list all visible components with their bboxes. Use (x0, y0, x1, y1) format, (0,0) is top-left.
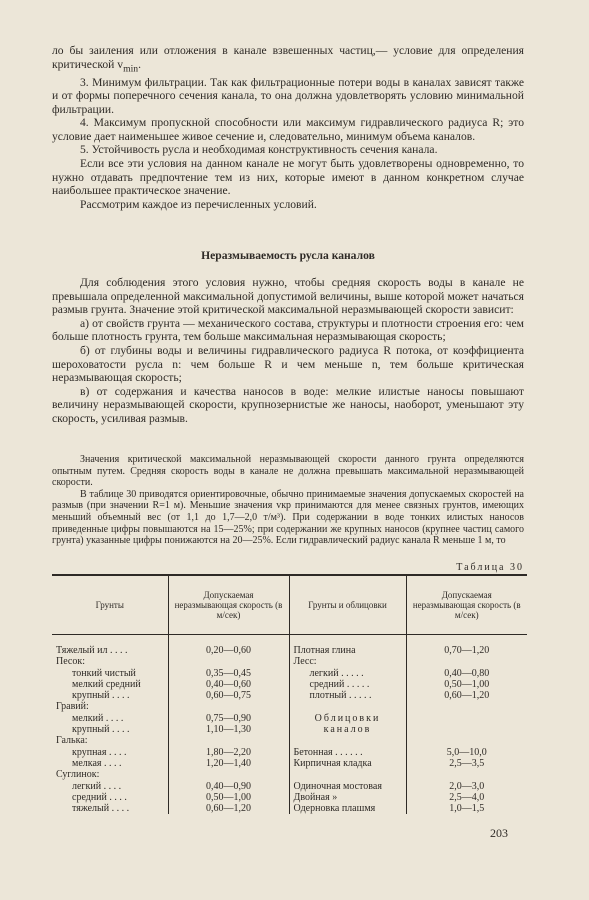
table-cell: крупный . . . . (72, 690, 130, 702)
section-heading: Неразмываемость русла каналов (201, 249, 375, 262)
table-cell: тяжелый . . . . (72, 803, 130, 815)
table-cell: Гравий: (56, 701, 89, 713)
table-cell: Песок: (56, 656, 85, 668)
table-cell (411, 769, 524, 780)
table-cell (411, 724, 524, 735)
table-cell: средний . . . . . (309, 678, 370, 690)
table-cell: 0,60—1,20 (444, 690, 490, 702)
table-cell: Бетонная . . . . . . (293, 746, 363, 758)
table-cell: Кирпичная кладка (293, 757, 372, 769)
small-print-block (52, 454, 524, 547)
table-cell: 1,20—1,40 (206, 757, 251, 769)
paragraph: 3. Минимум фильтрации. Так как фильтрационные потери воды в каналах зависят также и от формы поперечного сечения канала, то она должна удовлетворять условию минимальной фильтрации. (52, 75, 524, 116)
table-cell: 0,70—1,20 (444, 645, 490, 656)
table-cell: легкий . . . . . (309, 667, 364, 679)
table-cell: 0,35—0,45 (206, 667, 251, 679)
lining-names-column (289, 635, 406, 815)
table-cell: 2,5—4,0 (449, 791, 485, 803)
small-paragraph: Значения критической максимальной неразмывающей скорости данного грунта определяются опытным путем. Средняя скорость воды в канале не должна превышать максимальной неразмывающей скорости. (52, 454, 524, 489)
table-cell: Тяжелый ил . . . . (56, 645, 128, 656)
table-cell: плотный . . . . . (309, 690, 372, 702)
table-cell (173, 735, 285, 746)
table-cell: крупный . . . . (72, 724, 130, 736)
middle-text-block (52, 276, 524, 426)
header-velocity: Допускаемая неразмывающая скорость (в м/сек) (168, 575, 289, 635)
table-cell (173, 769, 285, 780)
table-cell: Плотная глина (293, 645, 356, 656)
paragraph: 4. Максимум пропускной способности или максимум гидравлического радиуса R; это условие дает наименьшее живое сечение и, следовательно, минимум объема каналов. (52, 116, 524, 143)
top-text-block (52, 44, 524, 211)
paragraph: Рассмотрим каждое из перечисленных условий. (80, 197, 317, 211)
table-cell (294, 735, 402, 746)
table-cell: Одерновка плашмя (293, 803, 376, 815)
table-cell: 0,20—0,60 (206, 645, 251, 656)
velocity-table (52, 574, 527, 814)
table-cell (411, 701, 524, 712)
header-velocity: Допускаемая неразмывающая скорость (в м/сек) (406, 575, 527, 635)
paragraph: 5. Устойчивость русла и необходимая конструктивность сечения канала. (80, 143, 438, 157)
paragraph: в) от содержания и качества наносов в воде: мелкие илистые наносы повышают величину неразмывающей скорости, крупнозернистые же наносы, наоборот, уменьшают эту скорость, усиливая размыв. (52, 384, 524, 425)
table-body-row (52, 635, 527, 815)
table-cell: мелкий . . . . (72, 712, 124, 724)
table-cell: тонкий чистый (72, 667, 136, 679)
table-cell: 2,0—3,0 (449, 780, 485, 792)
table-cell: мелкий средний (72, 678, 141, 690)
table-cell (294, 769, 402, 780)
table-cell (411, 735, 524, 746)
table-cell: 1,10—1,30 (206, 724, 251, 736)
paragraph: б) от глубины воды и величины гидравлического радиуса R потока, от коэффициента шероховатости русла n: чем больше R и чем меньше n, тем больше критическая неразмывающая скорость; (52, 343, 524, 385)
paragraph: а) от свойств грунта — механического состава, структуры и плотности строения его: чем больше плотность грунта, тем больше максимальная неразмывающая скорость; (52, 316, 524, 344)
table-cell: 0,40—0,90 (206, 780, 251, 792)
table-cell: легкий . . . . (72, 780, 122, 792)
table-cell (411, 656, 524, 667)
table-cell: 5,0—10,0 (446, 746, 487, 758)
header-soils-linings: Грунты и облицовки (289, 575, 406, 635)
paragraph: Для соблюдения этого условия нужно, чтобы средняя скорость воды в канале не превышала определенной максимальной допустимой величины, выше которой может начаться размыв грунта. Значение этой критической максимальной неразмывающей скорости зависит: (52, 276, 524, 317)
header-soils: Грунты (52, 575, 168, 635)
table-cell: Суглинок: (56, 769, 100, 781)
table-cell: мелкая . . . . (72, 757, 122, 769)
table-cell: средний . . . . (72, 791, 127, 803)
table-cell (411, 713, 524, 724)
table-cell: 0,40—0,80 (444, 667, 490, 679)
table-cell: Лесс: (293, 656, 317, 668)
table-cell: 0,40—0,60 (206, 678, 251, 690)
table-cell: 1,80—2,20 (206, 746, 251, 758)
table-cell: 0,75—0,90 (206, 712, 251, 724)
soil-values-column (168, 635, 289, 815)
table-cell: Одиночная мостовая (293, 780, 382, 792)
table-cell: каналов (323, 724, 372, 736)
table-cell: Облицовки (314, 712, 381, 724)
table-cell (173, 656, 285, 667)
table-cell: Галька: (56, 735, 88, 747)
table-cell: крупная . . . . (72, 746, 127, 758)
table-cell: 0,60—1,20 (206, 803, 251, 815)
table-cell: 2,5—3,5 (449, 757, 485, 769)
paragraph: Если все эти условия на данном канале не могут быть удовлетворены одновременно, то нужно отдавать предпочтение тем из них, которые имеют в данном конкретном случае наибольшее практическое значение. (52, 157, 524, 198)
table-cell: 0,50—1,00 (206, 791, 251, 803)
table-cell: 0,60—0,75 (206, 690, 251, 702)
lining-values-column (406, 635, 527, 815)
small-paragraph: В таблице 30 приводятся ориентировочные, обычно принимаемые значения допускаемых скоростей на размыв (при значении R=1 м). Меньшие значения vкр принимаются для менее связных грунтов, имеющих меньший объемный вес (от 1,1 до 1,7—2,0 т/м³). При содержании в воде тонких илистых наносов приведенные цифры повышаются на 15—25%; при содержании же крупных наносов (крупнее частиц самого грунта) указанные цифры понижаются на 20—25%. Если гидравлический радиус канала R меньше 1 м, то (52, 488, 524, 547)
table-cell (294, 701, 402, 712)
paragraph: ло бы заиления или отложения в канале взвешенных частиц,— условие для определения критической $v_{min}$. (52, 44, 524, 74)
page-number: 203 (490, 826, 508, 840)
soil-names-column (52, 635, 168, 815)
table-header-row (52, 575, 527, 635)
table-caption: Таблица 30 (456, 562, 524, 573)
table-cell: 0,50—1,00 (444, 678, 490, 690)
table-cell: Двойная » (293, 791, 338, 803)
table-cell (173, 701, 285, 712)
table-cell: 1,0—1,5 (449, 803, 485, 815)
